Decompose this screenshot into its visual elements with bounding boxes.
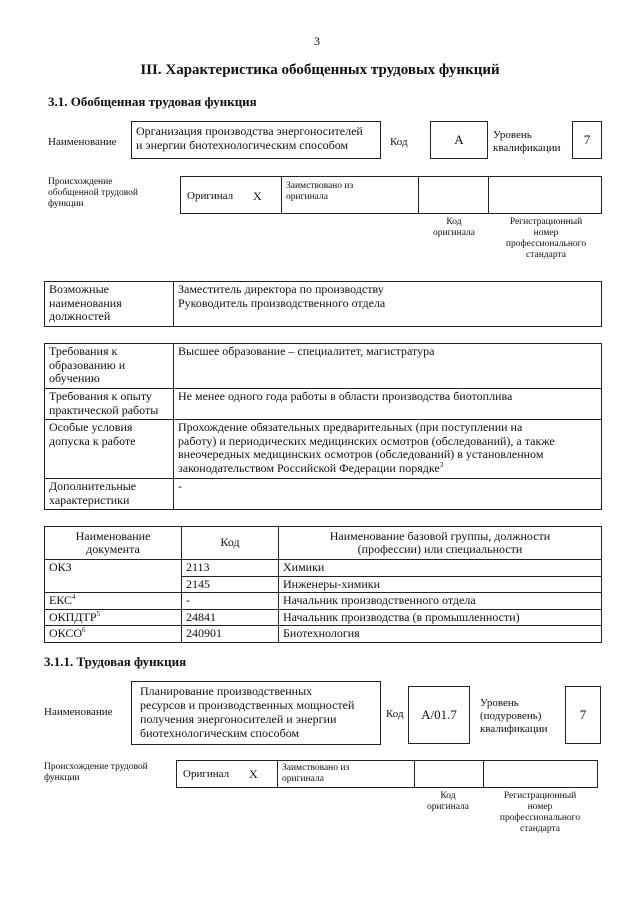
tf-reg-number-line1: Регистрационный [503,791,577,801]
experience-label-line1: Требования к опыту [49,389,152,403]
classifier-row [45,609,602,626]
classifiers-header-name-line2: (профессии) или специальности [357,542,523,556]
classifier-doc-footnote: 5 [96,609,101,618]
classifiers-header-name-line1: Наименование базовой группы, должности [329,528,551,543]
tf-code-original-line2: оригинала [427,802,469,812]
gtf-code-original-line1: Код [446,217,462,227]
tf-name-box [131,681,381,745]
gtf-reg-number-line3: профессионального [505,239,587,249]
special-value-line2: работу) и периодических медицинских осмотров (обследований), а также [178,433,555,448]
gtf-name-label: Наименование [48,136,117,148]
gtf-level-label-line1: Уровень [493,129,532,141]
gtf-code-label: Код [390,136,408,148]
classifier-row [45,560,602,577]
additional-label-line1: Дополнительные [49,479,137,493]
classifier-row [45,626,602,643]
classifier-code: - [182,593,279,610]
gtf-name-box [131,121,381,159]
gtf-origin-label-line2: обобщенной трудовой [48,188,138,198]
tf-origin-box [176,760,598,788]
gtf-borrowed-label-line1: Заимствовано из [286,181,354,191]
classifiers-table [44,526,602,643]
tf-reg-number-line4: стандарта [520,824,560,834]
gtf-level-value: 7 [572,121,602,159]
classifier-name: Инженеры-химики [279,576,602,593]
gtf-original-label: Оригинал [187,190,234,202]
classifiers-header-doc-line2: документа [86,542,140,556]
experience-label-line2: практической работы [49,402,159,417]
tf-origin-label-line2: функции [44,773,80,783]
tf-name-value-line3: получения энергоносителей и энергии [140,712,337,726]
classifier-code: 2145 [182,576,279,593]
positions-table [44,281,602,327]
tf-name-value-line1: Планирование производственных [140,684,313,698]
special-value-line3: внеочередных медицинских осмотров (обследований) в установленном [178,447,544,461]
requirements-table [44,343,602,510]
gtf-origin-label-line1: Происхождение [48,177,113,187]
additional-value: - [174,479,602,510]
gtf-name-value-line1: Организация производства энергоносителей [136,124,363,138]
special-label-line1: Особые условия [49,420,133,434]
gtf-reg-number-line1: Регистрационный [509,217,583,227]
page-number: 3 [314,34,320,48]
gtf-reg-number-line2: номер [533,228,559,238]
tf-name-value-line2: ресурсов и производственных мощностей [140,698,355,712]
classifier-name: Начальник производства (в промышленности) [279,609,602,626]
tf-level-label-line3: квалификации [480,723,548,735]
tf-level-label-line2: (подуровень) [480,710,542,722]
education-label-line3: обучению [49,371,100,385]
classifier-name: Химики [279,560,602,577]
positions-value-line1: Заместитель директора по производству [178,282,384,296]
classifier-code: 24841 [182,609,279,626]
positions-value-line2: Руководитель производственного отдела [178,295,386,310]
tf-code-label: Код [386,708,404,720]
tf-code-original-line1: Код [440,791,456,801]
classifier-name: Биотехнология [279,626,602,643]
special-label-line2: допуска к работе [49,433,136,448]
gtf-code-original-line2: оригинала [433,228,475,238]
classifier-code: 240901 [182,626,279,643]
positions-label-line1: Возможные [49,282,109,296]
positions-label-line2: наименования [49,295,122,310]
tf-origin-label-line1: Происхождение трудовой [44,762,148,772]
gtf-original-mark: X [253,189,262,203]
tf-level-label-line1: Уровень [480,697,519,709]
gtf-borrowed-label-line2: оригинала [286,192,328,202]
tf-reg-number-line3: профессионального [499,813,581,823]
tf-original-mark: X [249,767,258,781]
tf-code-value: А/01.7 [408,686,470,744]
experience-value: Не менее одного года работы в области производства биотоплива [174,389,602,420]
tf-borrowed-label-line2: оригинала [282,774,324,784]
classifier-doc: ЕКС [49,593,73,607]
special-footnote: 3 [439,460,444,469]
gtf-origin-label-line3: функции [48,199,84,209]
gtf-level-label-line2: квалификации [493,142,561,154]
gtf-reg-number-line4: стандарта [526,250,566,260]
classifier-doc: ОКПДТР [49,609,97,624]
classifier-doc-footnote: 6 [82,626,86,634]
special-value-line1: Прохождение обязательных предварительных (при поступлении на [178,420,523,434]
classifiers-header-doc-line1: Наименование [75,528,151,543]
gtf-code-value: А [430,121,488,159]
classifier-code: 2113 [182,560,279,577]
tf-reg-number-line2: номер [527,802,553,812]
gtf-heading: 3.1. Обобщенная трудовая функция [48,94,257,109]
education-value: Высшее образование – специалитет, магистратура [174,344,602,389]
tf-heading: 3.1.1. Трудовая функция [44,654,187,669]
special-value-line4: законодательством Российской Федерации порядке [178,460,440,475]
classifier-doc-footnote: 4 [72,593,76,601]
additional-label-line2: характеристики [49,492,130,507]
section-title: III. Характеристика обобщенных трудовых функций [140,62,500,78]
gtf-name-value-line2: и энергии биотехнологическим способом [136,138,349,152]
tf-name-value-line4: биотехнологическим способом [140,726,300,740]
classifier-row [45,593,602,610]
classifier-doc: ОКЗ [49,560,72,574]
tf-borrowed-label-line1: Заимствовано из [282,763,350,773]
positions-label-line3: должностей [49,309,111,323]
classifier-name: Начальник производственного отдела [279,593,602,610]
classifier-doc: ОКСО [49,626,83,640]
education-label-line2: образованию и [49,357,126,372]
gtf-origin-box [180,176,602,214]
education-label-line1: Требования к [49,344,118,358]
tf-name-label: Наименование [44,706,113,718]
tf-original-label: Оригинал [183,768,230,780]
classifiers-header-code: Код [182,527,279,560]
tf-level-value: 7 [565,686,601,744]
